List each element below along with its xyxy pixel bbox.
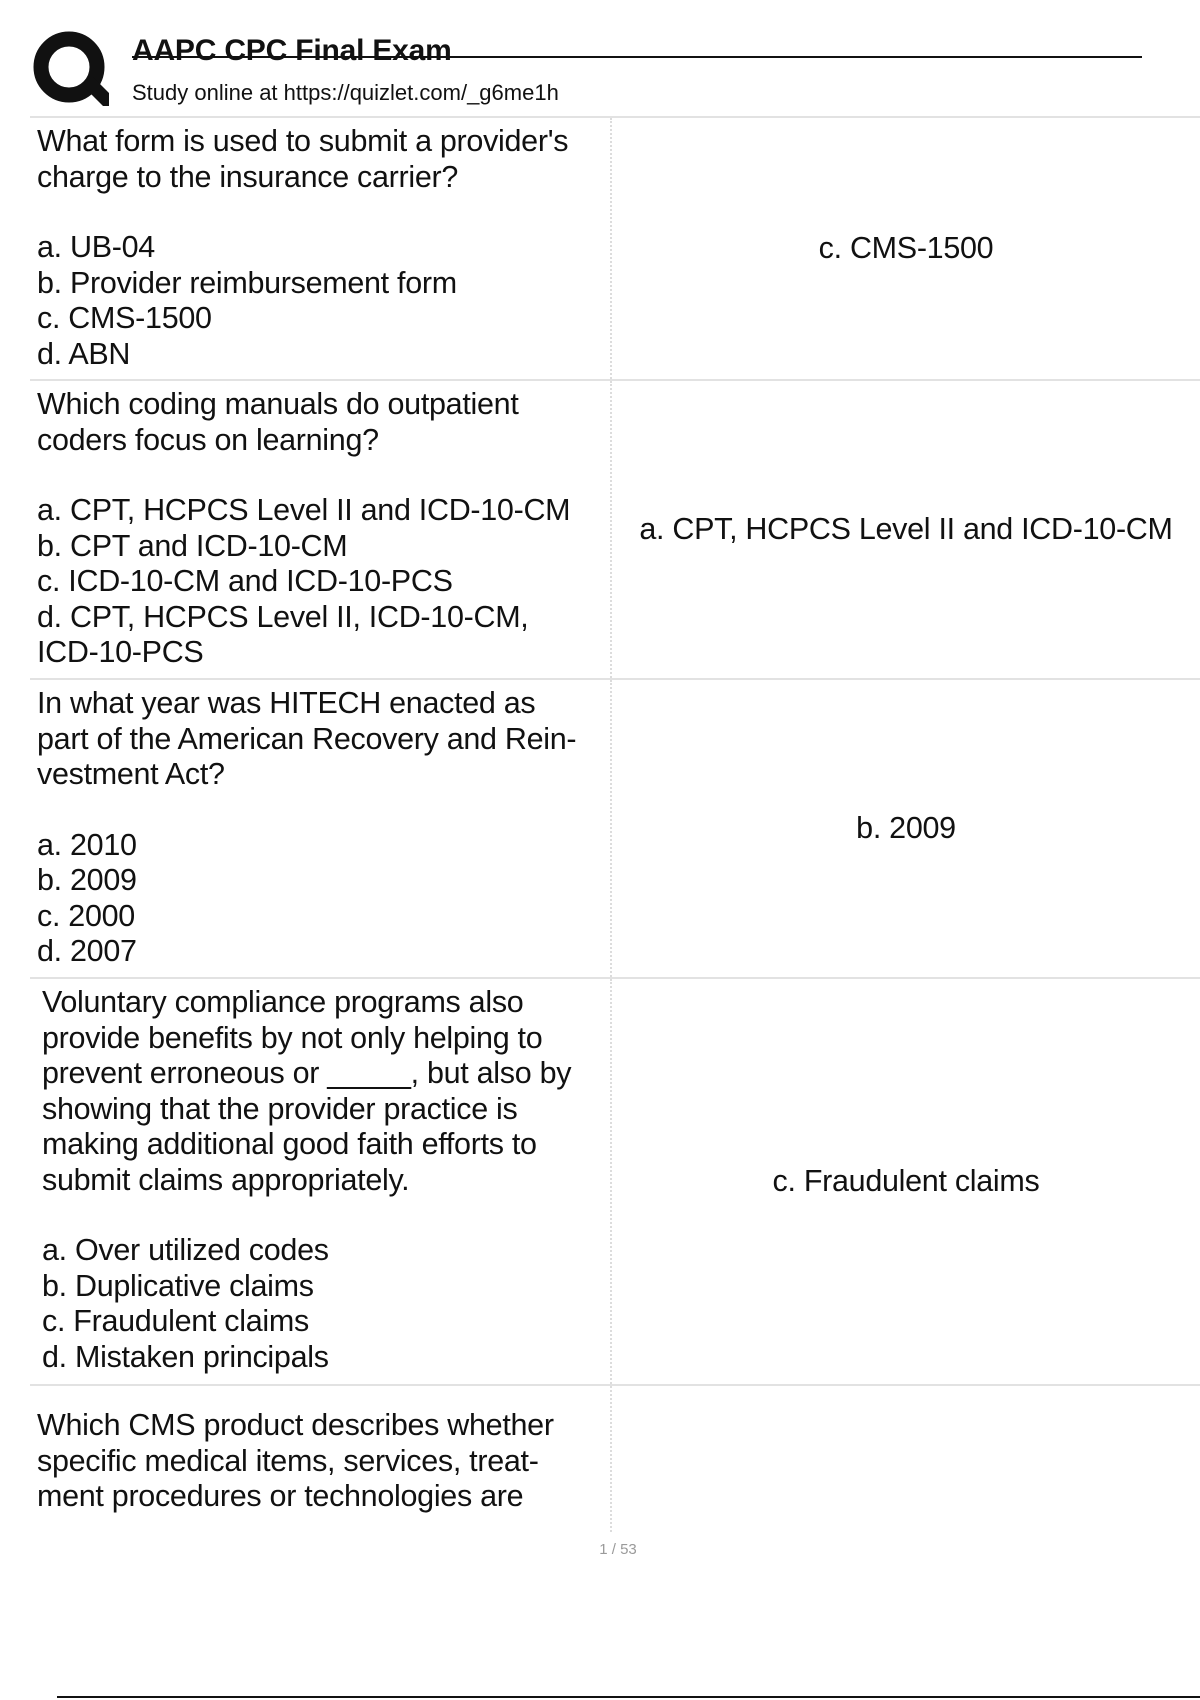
card-question: Voluntary compliance programs also provide benefits by not only helping to prevent erroneous or _____, but also by showing that the provider practice is making additional good faith efforts to submit claims appropriately.: [42, 985, 572, 1197]
card-term: [30, 680, 612, 977]
card-term: [30, 381, 612, 678]
card-answer: [612, 680, 1200, 977]
card-option: a. Over utilized codes: [42, 1233, 329, 1267]
footer-rule: [57, 1696, 1200, 1698]
card-answer-text: b. 2009: [856, 811, 956, 845]
title-rule: [132, 56, 1142, 58]
flashcard: [30, 381, 1200, 680]
card-option: a. 2010: [37, 827, 137, 862]
card-question: In what year was HITECH enacted as part of the American Recovery and Rein- vestment Act?: [37, 686, 577, 791]
card-answer: [612, 381, 1200, 678]
flashcard-list: [30, 118, 1200, 1532]
flashcard: [30, 118, 1200, 381]
card-option: c. CMS-1500: [37, 301, 212, 335]
card-term: [30, 979, 612, 1384]
flashcard: [30, 979, 1200, 1386]
card-option: c. 2000: [37, 898, 135, 933]
card-option: b. CPT and ICD-10-CM: [37, 528, 348, 563]
card-answer: [612, 1386, 1200, 1532]
card-option: c. ICD-10-CM and ICD-10-PCS: [37, 564, 453, 598]
flashcard: [30, 1386, 1200, 1532]
card-option: a. CPT, HCPCS Level II and ICD-10-CM: [37, 493, 571, 527]
card-option: d. Mistaken principals: [42, 1339, 329, 1374]
card-option: b. 2009: [37, 863, 137, 897]
study-link[interactable]: Study online at https://quizlet.com/_g6me1h: [132, 80, 559, 105]
card-option: b. Provider reimbursement form: [37, 265, 457, 300]
card-term: [30, 118, 612, 379]
card-option: a. UB-04: [37, 230, 155, 264]
flashcard: [30, 680, 1200, 979]
page-indicator: 1 / 53: [599, 1541, 637, 1558]
card-option: d. 2007: [37, 934, 137, 968]
card-answer-text: c. CMS-1500: [818, 231, 994, 265]
card-answer: [612, 979, 1200, 1384]
card-option: b. Duplicative claims: [42, 1268, 314, 1303]
document-title: AAPC CPC Final Exam: [132, 34, 452, 67]
card-term: [30, 1386, 612, 1532]
card-answer-text: a. CPT, HCPCS Level II and ICD-10-CM: [639, 512, 1173, 546]
card-answer: [612, 118, 1200, 379]
card-option: c. Fraudulent claims: [42, 1304, 309, 1338]
card-option: d. CPT, HCPCS Level II, ICD-10-CM, ICD-10-PCS: [37, 599, 529, 669]
card-question: Which CMS product describes whether specific medical items, services, treat- ment procedures or technologies are: [37, 1408, 554, 1513]
card-answer-text: c. Fraudulent claims: [772, 1164, 1040, 1198]
quizlet-q-logo-icon: [33, 31, 109, 107]
card-option: d. ABN: [37, 336, 131, 371]
card-question: What form is used to submit a provider's charge to the insurance carrier?: [37, 124, 569, 194]
card-question: Which coding manuals do outpatient coders focus on learning?: [37, 387, 519, 457]
